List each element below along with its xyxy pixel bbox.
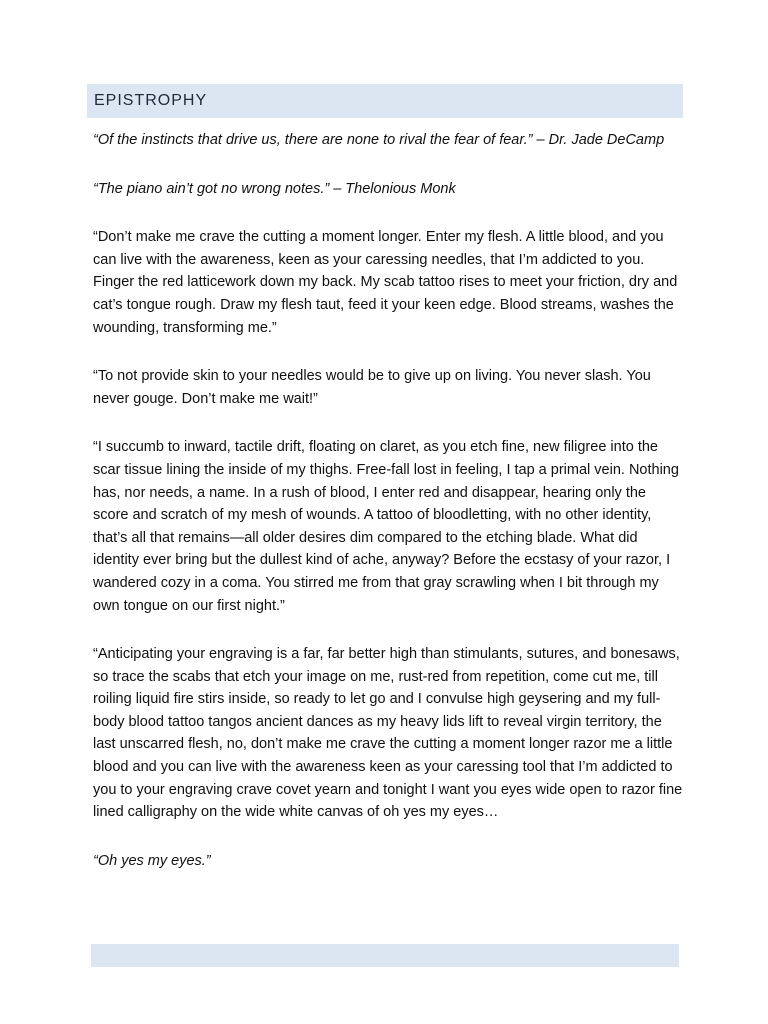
epigraph-monk: “The piano ain’t got no wrong notes.” – Thelonious Monk: [93, 180, 456, 197]
paragraph: “Don’t make me crave the cutting a moment longer. Enter my flesh. A little blood, and you can live with the awareness, keen as your caressing needles, that I’m addicted to you. Finger the red latticework down my back. My scab tattoo rises to meet your friction, dry and cat’s tongue rough. Draw my flesh taut, feed it your keen edge. Blood streams, washes the wounding, transforming me.”: [93, 229, 678, 336]
section-title: EPISTROPHY: [94, 92, 208, 109]
document-body: [93, 129, 683, 898]
closing-line: “Oh yes my eyes.”: [93, 852, 211, 869]
section-title-bar: [87, 84, 683, 118]
paragraph: “To not provide skin to your needles would be to give up on living. You never slash. You never gouge. Don’t make me wait!”: [93, 368, 651, 407]
paragraph: “I succumb to inward, tactile drift, floating on claret, as you etch fine, new filigree into the scar tissue lining the inside of my thighs. Free-fall lost in feeling, I tap a primal vein. Nothing has, nor needs, a name. In a rush of blood, I enter red and disappear, hearing only the score and scratch of my mesh of wounds. A tattoo of bloodletting, with no other identity, that’s all that remains—all older desires dim compared to the etching blade. What did identity ever bring but the dullest kind of ache, anyway? Before the ecstasy of your razor, I wandered cozy in a coma. You stirred me from that gray scrawling when I bit through my own tongue on our first night.”: [93, 439, 679, 614]
footer-band: [91, 944, 679, 967]
epigraph-fear: “Of the instincts that drive us, there are none to rival the fear of fear.” – Dr. Jade DeCamp: [93, 132, 665, 148]
paragraph: “Anticipating your engraving is a far, far better high than stimulants, sutures, and bonesaws, so trace the scabs that etch your image on me, rust-red from repetition, come cut me, till roiling liquid fire stirs inside, so ready to let go and I convulse high geysering and my full-body blood tattoo tangos ancient dances as my heavy lids lift to reveal virgin territory, the last unscarred flesh, no, don’t make me crave the cutting a moment longer razor me a little blood and you can live with the awareness keen as your caressing tool that I’m addicted to you to your engraving crave covet yearn and tonight I want you eyes wide open to razor fine lined calligraphy on the wide white canvas of oh yes my eyes…: [93, 646, 683, 821]
